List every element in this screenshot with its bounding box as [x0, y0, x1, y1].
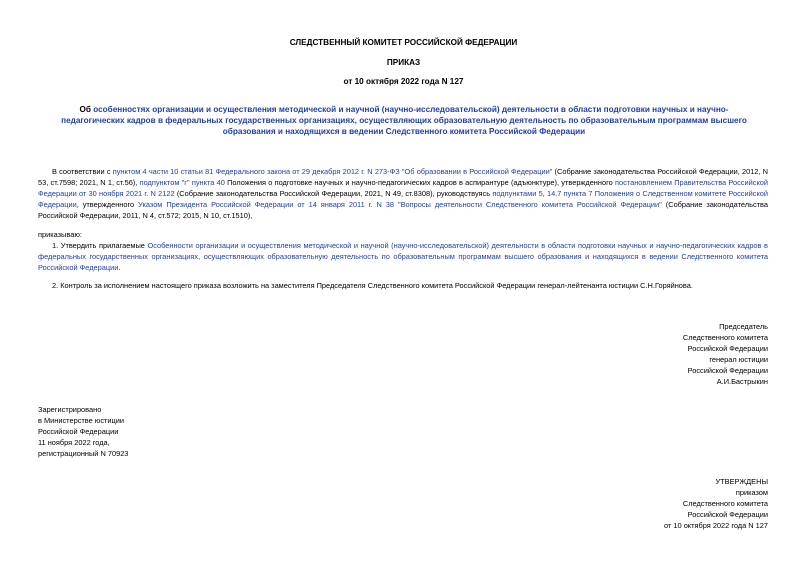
subpoint-g-link[interactable]: подпунктом "г" пункта 40 [139, 178, 225, 187]
p1-text-8: (Собрание законодательства Российской Федерации, 2011, N 4, ст.572; 2015, N 10, ст.1510), [38, 200, 768, 220]
doc-type-heading: ПРИКАЗ [386, 58, 421, 67]
signature-line: Следственного комитета [682, 333, 768, 342]
approved-line: Российской Федерации [687, 510, 768, 519]
org-heading: СЛЕДСТВЕННЫЙ КОМИТЕТ РОССИЙСКОЙ ФЕДЕРАЦИИ [289, 38, 518, 47]
registration-line: Российской Федерации [38, 427, 119, 436]
p1-text-4: (Собрание законодательства Российской Федерации, 2021, N 49, ст.8308), руководствуясь [174, 189, 493, 198]
signature-line: Российской Федерации [687, 366, 768, 375]
committee-regulation-link[interactable]: Положения о Следственном комитете Российской Федерации [38, 189, 768, 209]
p1-text-5: , [542, 189, 548, 198]
registration-line: в Министерстве юстиции [38, 416, 125, 425]
registration-line: Зарегистрировано [38, 405, 102, 414]
signature-block [683, 321, 768, 387]
government-decree-link[interactable]: постановлением Правительства Российской Федерации от 30 ноября 2021 г. N 2122 [38, 178, 769, 198]
signature-line: Российской Федерации [687, 344, 768, 353]
p1-text-1: В соответствии с [52, 167, 113, 176]
approved-line: приказом [735, 488, 768, 497]
point-14-7-link[interactable]: 14.7 пункта 7 [547, 189, 593, 198]
approved-line: от 10 октября 2022 года N 127 [664, 521, 768, 530]
order-item-2: 2. Контроль за исполнением настоящего приказа возложить на заместителя Председателя Следственного комитета Российской Федерации генерал-лейтенанта юстиции С.Н.Горяйнова. [52, 281, 693, 290]
registration-line: 11 ноября 2022 года, [38, 438, 110, 447]
title-link[interactable]: особенностях организации и осуществления методической и научной (научно-исследовательской) деятельности в области подготовки научных и научно-педагогических кадров в федеральных государственных организациях, осуществляющих образовательную деятельность по образовательным программам высшего образования и находящихся в ведении Следственного комитета Российской Федерации [61, 105, 747, 136]
preamble-paragraph [38, 166, 768, 221]
order-item-1 [38, 240, 768, 273]
approved-block [664, 476, 768, 531]
item1-text-2: . [118, 263, 121, 272]
features-link[interactable]: Особенности организации и осуществления методической и научной (научно-исследовательской) деятельности в области подготовки научных и научно-педагогических кадров в федеральных государственных организациях, осуществляющих образовательную деятельность по образовательным программам высшего образования и находящихся в ведении Следственного комитета Российской Федерации [38, 241, 768, 272]
signature-line: Председатель [719, 322, 768, 331]
p1-text-3: Положения о подготовке научных и научно-педагогических кадров в аспирантуре (адъюнктуре), утвержденного [224, 178, 615, 187]
registration-block [38, 404, 128, 459]
item1-text-1: 1. Утвердить прилагаемые [52, 241, 148, 250]
law-273-link[interactable]: пунктом 4 части 10 статьи 81 Федерального закона от 29 декабря 2012 г. N 273-ФЗ "Об образовании в Российской Федерации" [112, 167, 553, 176]
p1-text-2: (Собрание законодательства Российской Федерации, 2012, N 53, ст.7598; 2021, N 1, ст.56), [38, 167, 768, 187]
approved-line: Следственного комитета [682, 499, 768, 508]
document-title [48, 104, 760, 137]
signature-line: генерал юстиции [709, 355, 768, 364]
date-number-heading: от 10 октября 2022 года N 127 [343, 77, 464, 86]
registration-line: регистрационный N 70923 [38, 449, 129, 458]
president-decree-link[interactable]: Указом Президента Российской Федерации от 14 января 2011 г. N 38 "Вопросы деятельности Следственного комитета Российской Федерации" [138, 200, 662, 209]
subpoint-5-link[interactable]: подпунктами 5 [492, 189, 543, 198]
approved-line: УТВЕРЖДЕНЫ [715, 477, 768, 486]
signature-line: А.И.Бастрыкин [716, 377, 768, 386]
p1-text-7: , утвержденного [76, 200, 139, 209]
title-prefix: Об [79, 105, 94, 114]
prikazyvayu-line: приказываю: [38, 230, 82, 239]
